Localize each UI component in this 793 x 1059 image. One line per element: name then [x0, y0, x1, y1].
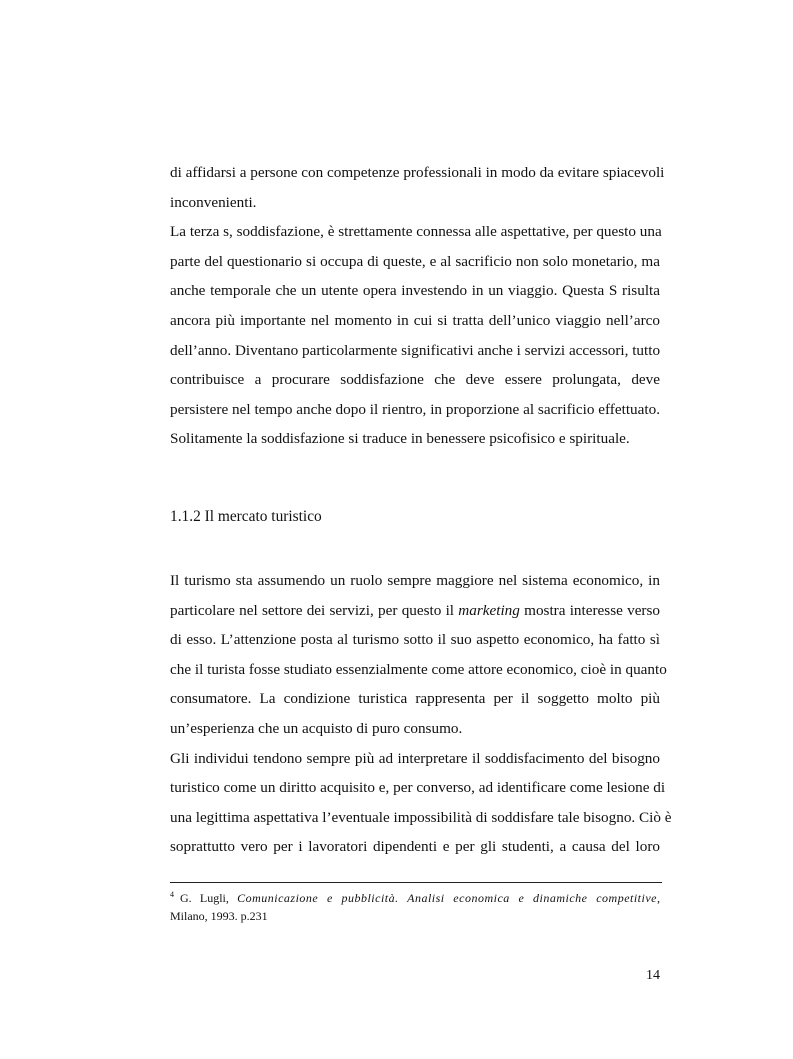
text-line: un’esperienza che un acquisto di puro consumo. [170, 719, 463, 737]
text-line: parte del questionario si occupa di queste, e al sacrificio non solo monetario, ma [170, 252, 660, 270]
text-line: di affidarsi a persone con competenze professionali in modo da evitare spiacevoli [170, 164, 665, 181]
text-line: consumatore. La condizione turistica rappresenta per il soggetto molto più [170, 690, 660, 708]
text-line: Gli individui tendono sempre più ad interpretare il soddisfacimento del bisogno [170, 749, 660, 767]
footnote-author: G. Lugli, [180, 891, 238, 905]
footnote-line: Milano, 1993. p.231 [170, 909, 268, 923]
text-line: La terza s, soddisfazione, è strettamente connessa alle aspettative, per questo una [170, 223, 662, 241]
footnote-marker: 4 [170, 890, 174, 899]
text-fragment: mostra interesse verso [519, 601, 660, 619]
body-text-upper [170, 158, 665, 454]
body-text-lower [170, 566, 672, 862]
text-line: dell’anno. Diventano particolarmente significativi anche i servizi accessori, tutto [170, 341, 661, 359]
footnote-title: Comunicazione e pubblicità. Analisi economica e dinamiche competitive [237, 891, 658, 905]
text-line: soprattutto vero per i lavoratori dipendenti e per gli studenti, a causa del loro [170, 838, 660, 856]
text-line: ancora più importante nel momento in cui si tratta dell’unico viaggio nell’arco [170, 311, 660, 329]
text-line-with-emphasis [170, 596, 660, 626]
footnote-title-end: , [657, 891, 661, 905]
page-number: 14 [646, 968, 660, 983]
text-line: di esso. L’attenzione posta al turismo sotto il suo aspetto economico, ha fatto sì [170, 631, 660, 649]
section-heading: 1.1.2 Il mercato turistico [170, 508, 322, 525]
text-line: che il turista fosse studiato essenzialmente come attore economico, cioè in quanto [170, 660, 667, 678]
footnote-separator [170, 882, 662, 883]
footnote [170, 886, 660, 925]
text-line: Il turismo sta assumendo un ruolo sempre maggiore nel sistema economico, in [170, 572, 660, 589]
text-fragment: particolare nel settore dei servizi, per questo il [170, 601, 459, 619]
text-line: inconvenienti. [170, 193, 257, 211]
emphasis-marketing: marketing [458, 601, 520, 619]
footnote-line [170, 886, 660, 907]
text-line: una legittima aspettativa l’eventuale impossibilità di soddisfare tale bisogno. Ciò è [170, 808, 672, 826]
text-line: anche temporale che un utente opera investendo in un viaggio. Questa S risulta [170, 282, 660, 300]
text-line: contribuisce a procurare soddisfazione che deve essere prolungata, deve [170, 371, 660, 389]
text-line: turistico come un diritto acquisito e, per converso, ad identificare come lesione di [170, 779, 666, 797]
text-line: Solitamente la soddisfazione si traduce in benessere psicofisico e spirituale. [170, 430, 630, 448]
text-line: persistere nel tempo anche dopo il rientro, in proporzione al sacrificio effettuato. [170, 400, 660, 418]
